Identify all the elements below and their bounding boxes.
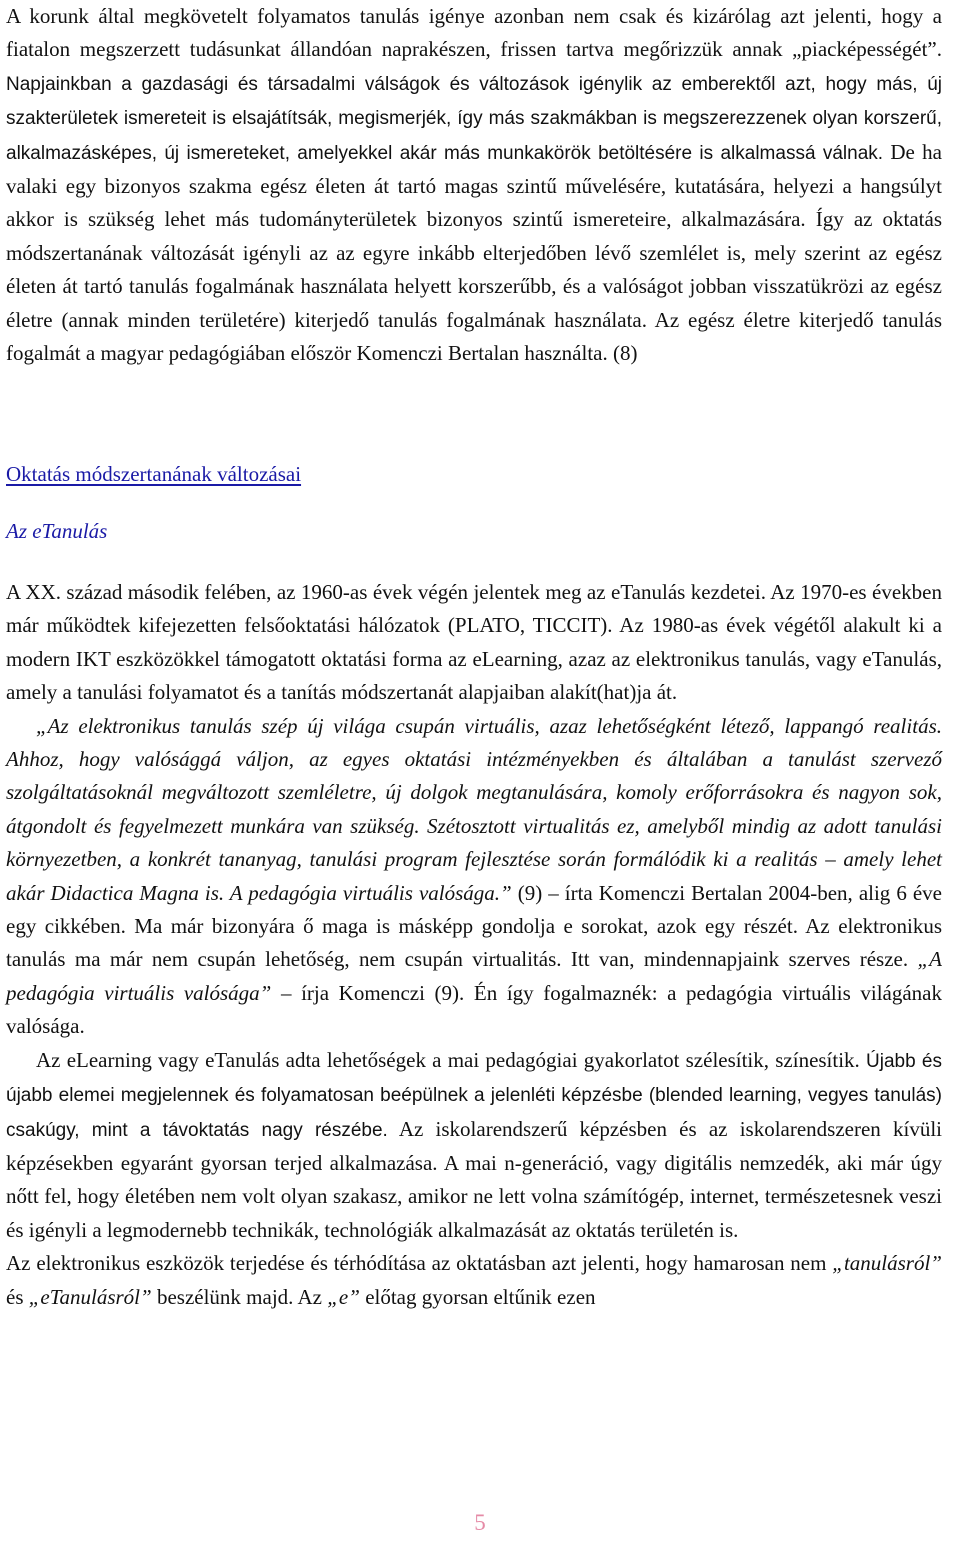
paragraph-4a: Az eLearning vagy eTanulás adta lehetőségek a mai pedagógiai gyakorlatot szélesítik, színesítik. bbox=[36, 1047, 867, 1072]
quote-short: „A pedagógia virtuális valósága” bbox=[6, 947, 942, 1005]
paragraph-1c: De ha valaki egy bizonyos szakma egész életen át tartó magas szintű művelésére, kutatására, helyezi a hangsúlyt akkor is szükség lehet más tudományterületek bizonyos szintű ismereteire, alkalmazására. bbox=[6, 139, 942, 232]
paragraph-5c: és bbox=[6, 1284, 29, 1309]
page-number: 5 bbox=[474, 1510, 486, 1535]
paragraph-4c: Az iskolarendszerű képzésben és az iskolarendszeren kívüli képzésekben egyaránt gyorsan terjed alkalmazása. A mai n-generáció, vagy digitális nemzedék, aki már úgy nőtt fel, hogy életében nem volt olyan szakasz, amikor ne lett volna számítógép, internet, természetesnek veszi és igényli a legmodernebb technikák, technológiák alkalmazását az oktatás területén is. bbox=[6, 1116, 942, 1242]
paragraph-1a: A korunk által megkövetelt folyamatos tanulás igénye azonban nem csak és kizárólag azt jelenti, hogy a fiatalon megszerzett tudásunkat állandóan naprakészen, frissen tartva megőrizzük annak „piacképességét”. bbox=[6, 4, 942, 62]
paragraph-5a: Az elektronikus eszközök terjedése és térhódítása az oktatásban azt jelenti, hogy hamarosan nem bbox=[6, 1251, 833, 1276]
paragraph-lifelong-learning bbox=[0, 0, 948, 370]
paragraph-elearning-history: A XX. század második felében, az 1960-as évek végén jelentek meg az eTanulás kezdetei. Az 1970-es években már működtek kifejezetten felsőoktatási hálózatok (PLATO, TICCIT). Az 1980-as évek végétől alakult ki a modern IKT eszközökkel támogatott oktatási forma az eLearning, azaz az elektronikus tanulás, vagy eTanulás, amely a tanulási folyamatot és a tanítás módszertanát alapjaiban alakít(hat)ja át. bbox=[6, 580, 942, 705]
subsection-heading: Az eTanulás bbox=[6, 519, 108, 543]
term-tanulasrol: „tanulásról” bbox=[832, 1251, 942, 1276]
paragraph-komenczi-quote bbox=[0, 710, 948, 1044]
term-e-prefix: „e” bbox=[327, 1284, 360, 1309]
paragraph-1d: Így az oktatás módszertanának változását igényli az az egyre inkább elterjedőben lévő szemlélet is, mely szerint az egész életen át tartó tanulás fogalmának használata helyett korszerűbb, és a valóságot jobban visszatükrözi az egész életre (annak minden területére) kiterjedő tanulás fogalmának használata. Az egész életre kiterjedő tanulás fogalmát a magyar pedagógiában először Komenczi Bertalan használta. (8) bbox=[6, 207, 943, 366]
text-block-2 bbox=[0, 576, 948, 1314]
paragraph-4b: Újabb és újabb elemei megjelennek és folyamatosan beépülnek a jelenléti képzésbe (blended learning, vegyes tanulás) csakúgy, mint a távoktatás nagy részébe. bbox=[6, 1050, 942, 1141]
text-block-1 bbox=[0, 0, 948, 370]
quote-attribution: (9) – írta Komenczi Bertalan 2004-ben, alig 6 éve egy cikkében. Ma már bizonyára ő maga is másképp gondolja e sorokat, azok egy részét. Az elektronikus tanulás ma már nem csupán lehetőség, nem csupán virtualitás. Itt van, mindennapjaink szerves része. bbox=[6, 880, 942, 972]
paragraph-electronic-tools bbox=[0, 1247, 948, 1314]
paragraph-5e: beszélünk majd. Az bbox=[151, 1284, 328, 1309]
paragraph-elearning-opportunities bbox=[0, 1044, 948, 1247]
paragraph-5g: előtag gyorsan eltűnik ezen bbox=[359, 1284, 596, 1309]
section-heading-link[interactable]: Oktatás módszertanának változásai bbox=[6, 462, 302, 486]
paragraph-1b: Napjainkban a gazdasági és társadalmi válságok és változások igénylik az emberektől azt, hogy más, új szakterületek ismereteit is elsajátítsák, megismerjék, így más szakmákban is megszerezzenek olyan korszerű, alkalmazásképes, új ismereteket, amelyekkel akár más munkakörök betöltésére is alkalmassá válnak. bbox=[6, 73, 942, 164]
quote-text: „Az elektronikus tanulás szép új világa csupán virtuális, azaz lehetőségként létező, lappangó realitás. Ahhoz, hogy valósággá váljon, az egyes oktatási intézményekben és általában a tanulást szervező szolgáltatásoknál megváltozott szemléletre, új dolgok megtanulására, komoly erőforrásokra és nagyon sok, átgondolt és fegyelmezett munkára van szükség. Szétosztott virtualitás ez, amelyből mindig az adott tanulási környezetben, a konkrét tananyag, tanulási program fejlesztése során formálódik ki a realitás – amely lehet akár Didactica Magna is. A pedagógia virtuális valósága.” bbox=[6, 713, 942, 905]
term-etanulasrol: „eTanulásról” bbox=[28, 1284, 152, 1309]
quote-closing: – írja Komenczi (9). Én így fogalmaznék: a pedagógia virtuális világának valósága. bbox=[6, 980, 943, 1039]
